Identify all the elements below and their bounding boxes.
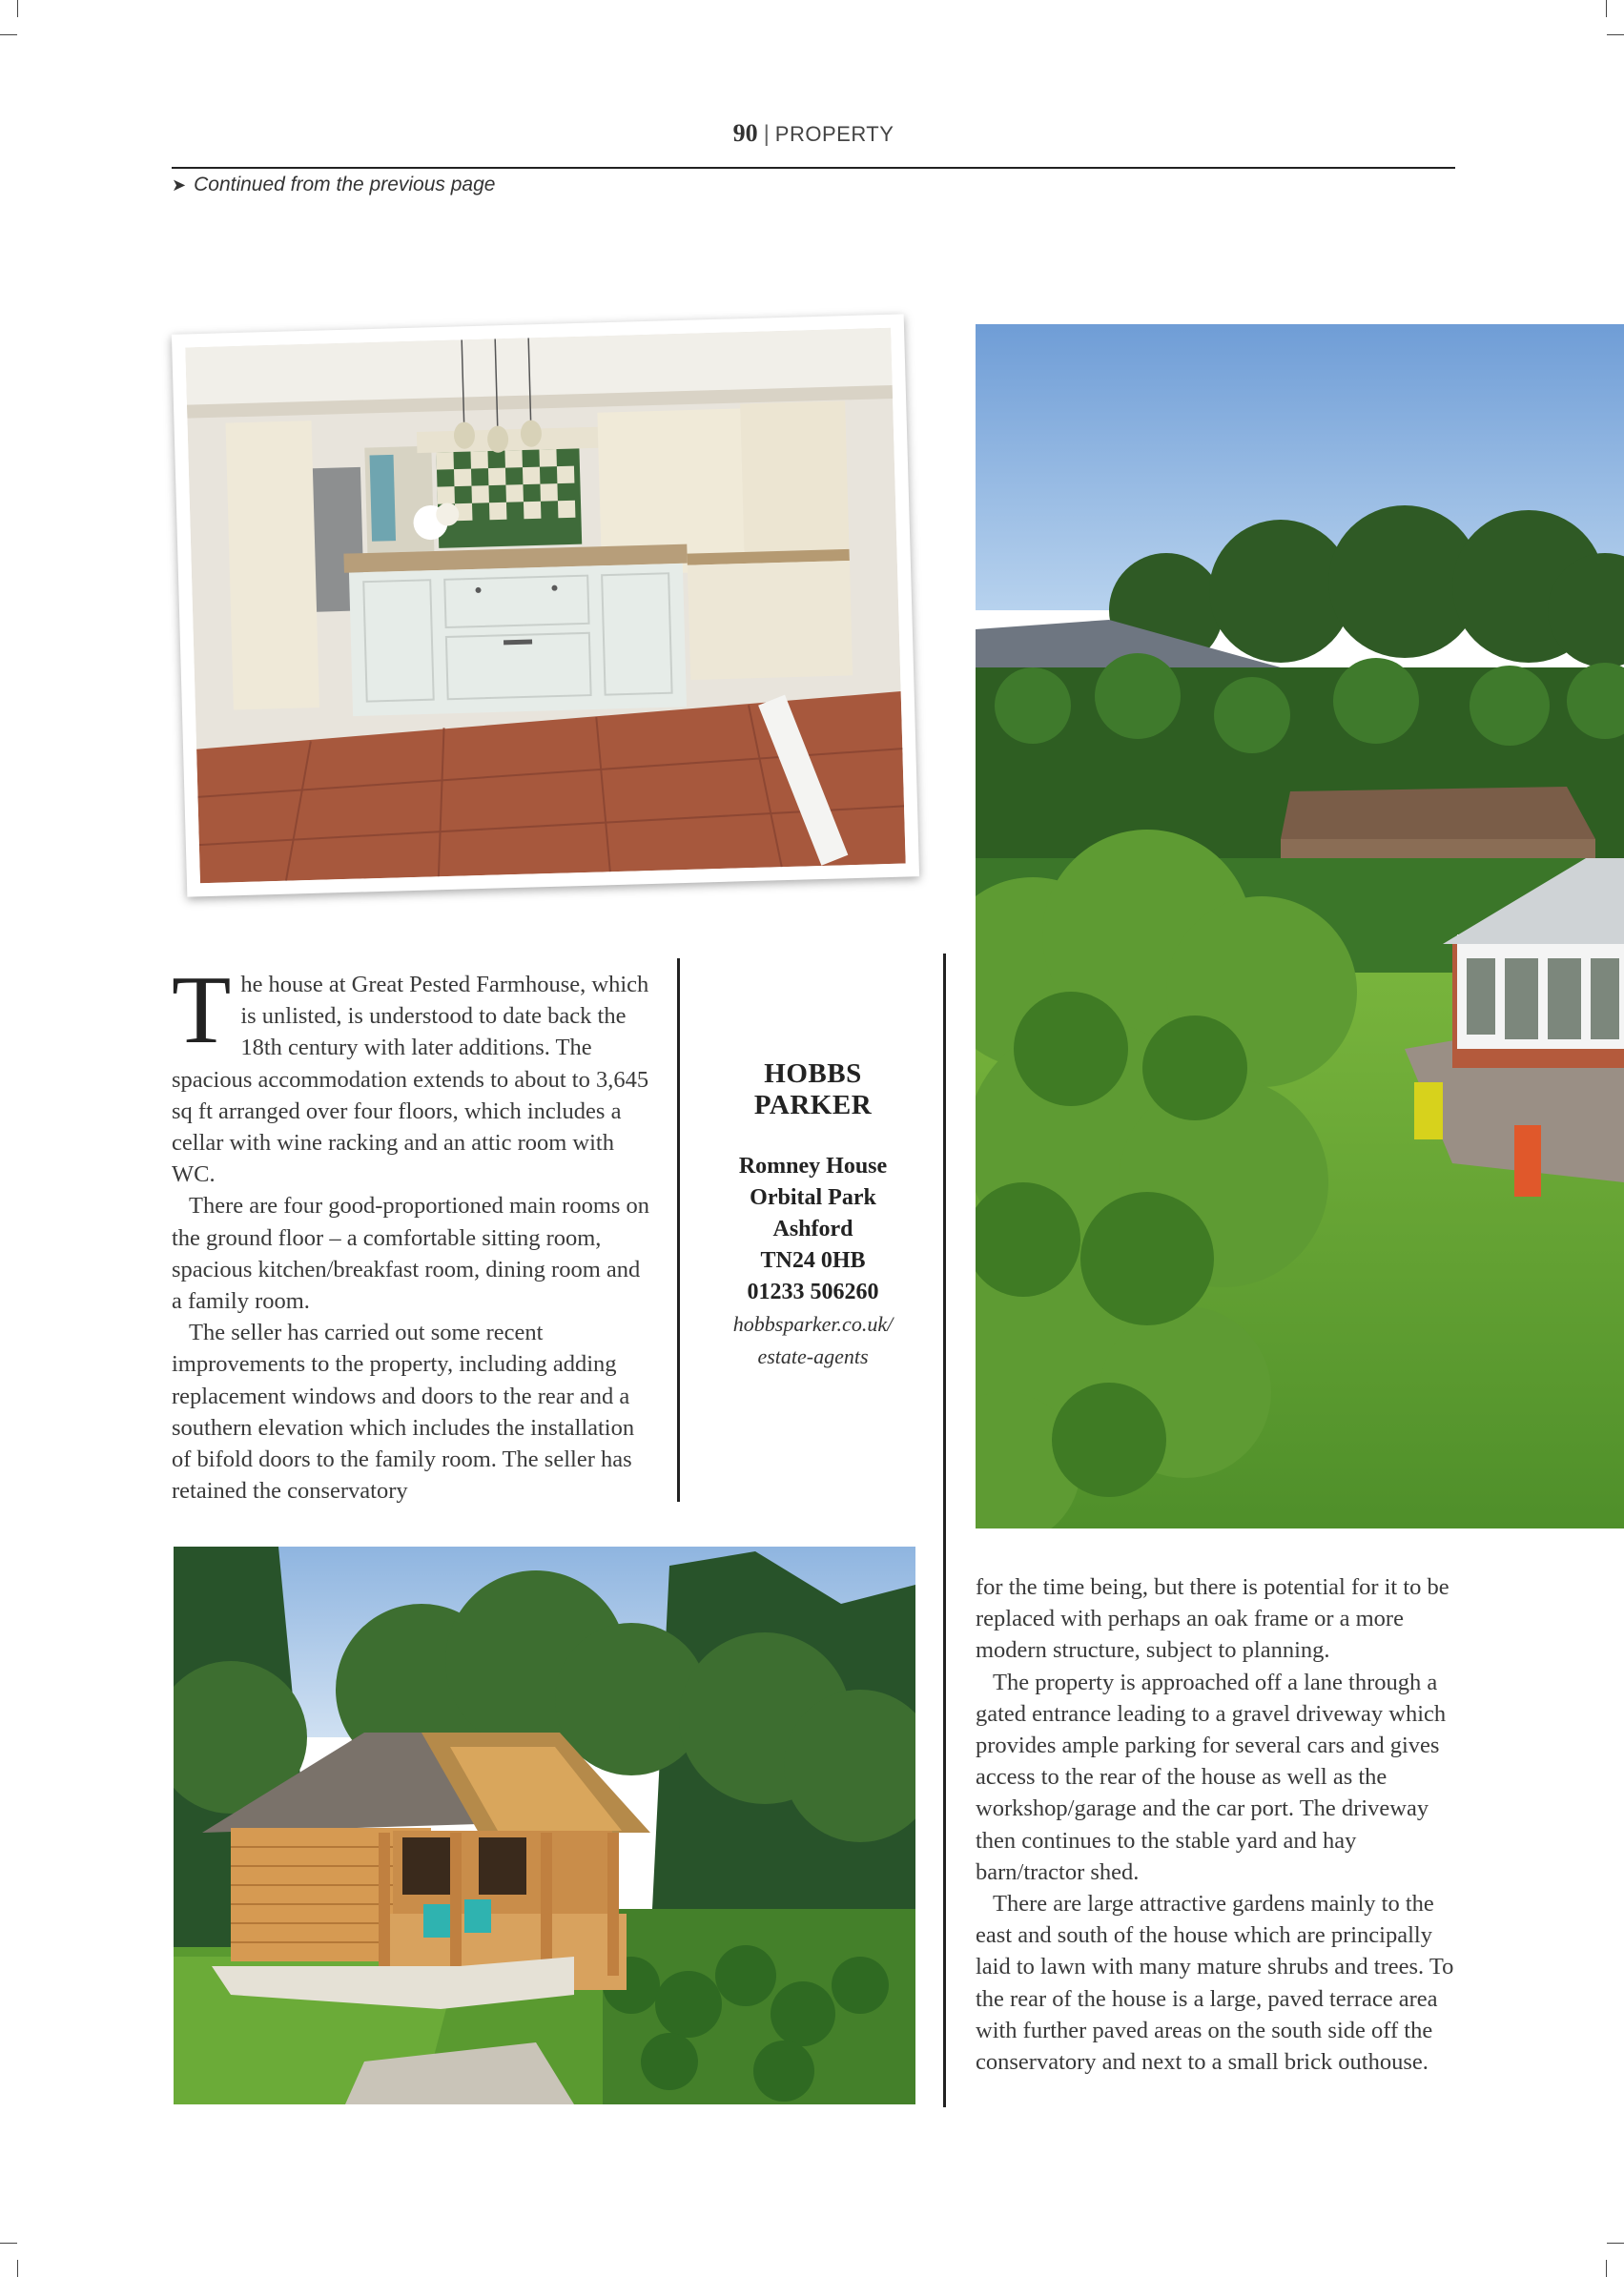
column-rule: [677, 958, 680, 1502]
header-rule: [172, 167, 1455, 169]
page-header: [172, 119, 1455, 169]
drop-cap: T: [172, 956, 232, 1064]
crop-mark: [0, 34, 17, 35]
log-cabin-photo: [174, 1547, 915, 2104]
agent-phone: 01233 506260: [747, 1280, 879, 1304]
column-rule: [943, 954, 946, 2107]
agent-website[interactable]: hobbsparker.co.uk/: [732, 1312, 894, 1336]
crop-mark: [17, 2260, 18, 2277]
continued-note: [172, 174, 495, 196]
article-paragraph: The seller has carried out some recent improvements to the property, including adding replacement windows and doors to the rear and a southern elevation which includes the installation of bifold doors to the family room. The seller has retained the conservatory: [172, 1320, 635, 1505]
garden-conservatory-photo: [976, 324, 1624, 1528]
crop-mark: [0, 2243, 17, 2244]
agent-address: Orbital Park: [750, 1185, 876, 1210]
article-column-left: [172, 956, 653, 1507]
agent-name: HOBBS: [764, 1058, 862, 1089]
page-number: 90: [732, 119, 758, 147]
article-column-right: [976, 1571, 1457, 2078]
kitchen-photo: [172, 314, 919, 896]
article-paragraph: for the time being, but there is potential for it to be replaced with perhaps an oak frame or a more modern structure, subject to planning.: [976, 1574, 1449, 1664]
agent-address: Romney House: [738, 1154, 888, 1179]
agent-postcode: TN24 0HB: [760, 1248, 866, 1273]
agent-website[interactable]: estate-agents: [757, 1344, 869, 1368]
section-title: PROPERTY: [774, 122, 894, 146]
article-paragraph: There are large attractive gardens mainly to the east and south of the house which are principally laid to lawn with many mature shrubs and trees. To the rear of the house is a large, paved terrace area with further paved areas on the south side off the conservatory and next to a small brick outhouse.: [976, 1891, 1454, 2076]
agent-town: Ashford: [772, 1217, 853, 1241]
article-paragraph: The property is approached off a lane through a gated entrance leading to a gravel driveway which provides ample parking for several cars and gives access to the rear of the house as well as the workshop/garage and the car port. The driveway then continues to the stable yard and hay barn/tractor shed.: [976, 1669, 1447, 1885]
crop-mark: [1606, 2260, 1607, 2277]
article-paragraph: [172, 956, 653, 1190]
agent-contact: [701, 1058, 925, 1373]
arrow-icon: ➤: [172, 175, 187, 195]
header-separator: |: [763, 121, 770, 147]
article-paragraph: There are four good-proportioned main rooms on the ground floor – a comfortable sitting room, spacious kitchen/breakfast room, dining room and a family room.: [172, 1193, 650, 1315]
crop-mark: [1607, 2243, 1624, 2244]
crop-mark: [1606, 0, 1607, 17]
crop-mark: [1607, 34, 1624, 35]
paragraph-text: he house at Great Pested Farmhouse, which is unlisted, is understood to date back the 18th century with later additions. The spacious accommodation extends to about to 3,645 sq ft arranged over four floors, which includes a cellar with wine racking and an attic room with WC.: [172, 972, 649, 1188]
agent-name: PARKER: [753, 1090, 873, 1120]
crop-mark: [17, 0, 18, 17]
continued-text: Continued from the previous page: [194, 174, 496, 195]
